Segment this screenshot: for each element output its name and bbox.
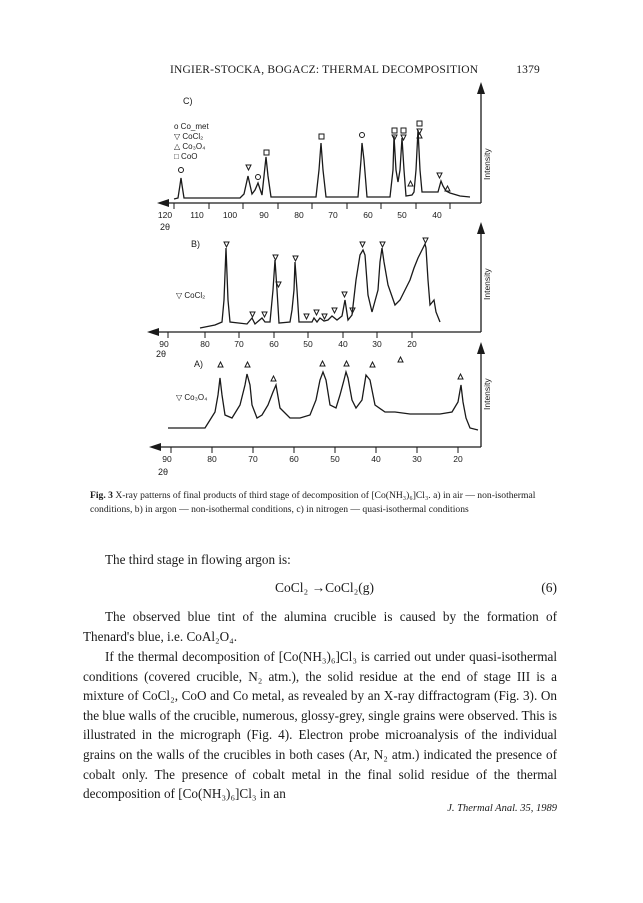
panel-c-tick-3: 90 [259, 210, 269, 220]
panel-b-tick-2: 70 [234, 339, 244, 349]
panel-a-tick-5: 40 [371, 454, 381, 464]
panel-c-legend-cocl2: ▽ CoCl₂ [174, 132, 204, 141]
panel-a-tick-2: 70 [248, 454, 258, 464]
panel-c-tick-5: 70 [328, 210, 338, 220]
panel-a-legend-co3o4: ▽ Co₃O₄ [176, 393, 208, 402]
figure-caption [90, 489, 560, 516]
panel-b-tick-5: 40 [338, 339, 348, 349]
panel-c-tick-2: 100 [222, 210, 238, 220]
panel-b-tick-1: 80 [200, 339, 210, 349]
equation-formula: CoCl₂ →CoCl₂(g) [275, 580, 375, 595]
panel-c-legend-coo: □ CoO [174, 152, 198, 161]
equation-6 [83, 580, 557, 600]
panel-a-plot [149, 342, 492, 477]
panel-b-plot [147, 222, 492, 359]
panel-b-tick-7: 20 [407, 339, 417, 349]
panel-a-tick-3: 60 [289, 454, 299, 464]
panel-a-tick-6: 30 [412, 454, 422, 464]
panel-a-tick-0: 90 [162, 454, 172, 464]
panel-c-legend-co3o4: △ Co₃O₄ [174, 142, 206, 151]
panel-c-tick-4: 80 [294, 210, 304, 220]
panel-a-tick-4: 50 [330, 454, 340, 464]
paragraph-3: If the thermal decomposition of [Co(NH₃)₆]Cl₃ is carried out under quasi-isothermal conditions (covered crucible, N₂ atm.), the solid residue at the end of stage III is a mixture of CoCl₂, CoO and Co metal, as revealed by an X-ray diffractogram (Fig. 3). On the blue walls of the crucible, numerous, glossy-grey, single grains were observed. This is illustrated in the micrograph (Fig. 4). Electron probe microanalysis of the individual grains on the walls of the crucibles in both cases (Ar, N₂ atm.) indicated the presence of cobalt only. The presence of cobalt metal in the final solid residue of the thermal decomposition of [Co(NH₃)₆]Cl₃ in an [83, 649, 557, 802]
panel-b-legend-cocl2: ▽ CoCl₂ [176, 291, 206, 300]
panel-a-label: A) [194, 359, 203, 369]
panel-b-y-label: Intensity [482, 268, 492, 300]
panel-c-y-label: Intensity [482, 148, 492, 180]
caption-text: X-ray patterns of final products of third stage of decomposition of [Co(NH₃)₆]Cl₃. a) in air — non-isothermal conditions, b) in argon — non-isothermal conditions, c) in nitrogen — quasi-isothermal conditions [90, 490, 536, 515]
paragraph-1: The third stage in flowing argon is: [105, 552, 291, 567]
panel-c-x-label: 2θ [160, 222, 171, 232]
panel-b-x-label: 2θ [156, 349, 167, 359]
panel-c-tick-7: 50 [397, 210, 407, 220]
panel-a-y-label: Intensity [482, 378, 492, 410]
panel-c-label: C) [183, 96, 193, 106]
panel-a-tick-7: 20 [453, 454, 463, 464]
panel-c-legend-co-metal: o Co_met [174, 122, 209, 131]
page-number: 1379 [516, 64, 540, 76]
panel-c-tick-6: 60 [363, 210, 373, 220]
panel-a-tick-1: 80 [207, 454, 217, 464]
panel-a-x-label: 2θ [158, 467, 169, 477]
panel-c-tick-0: 120 [157, 210, 173, 220]
panel-c-tick-8: 40 [432, 210, 442, 220]
equation-number: (6) [541, 580, 557, 595]
journal-footer: J. Thermal Anal. 35, 1989 [447, 803, 557, 814]
panel-b-tick-6: 30 [372, 339, 382, 349]
panel-b-tick-4: 50 [303, 339, 313, 349]
panel-b-tick-0: 90 [159, 339, 169, 349]
panel-c-plot [157, 82, 492, 232]
running-title: INGIER-STOCKA, BOGACZ: THERMAL DECOMPOSITION [170, 64, 479, 76]
panel-b-tick-3: 60 [269, 339, 279, 349]
caption-label: Fig. 3 [90, 490, 113, 501]
panel-c-tick-1: 110 [190, 210, 204, 220]
panel-b-label: B) [191, 239, 200, 249]
paragraph-2: The observed blue tint of the alumina crucible is caused by the formation of Thenard's blue, i.e. CoAl₂O₄. [83, 609, 557, 644]
